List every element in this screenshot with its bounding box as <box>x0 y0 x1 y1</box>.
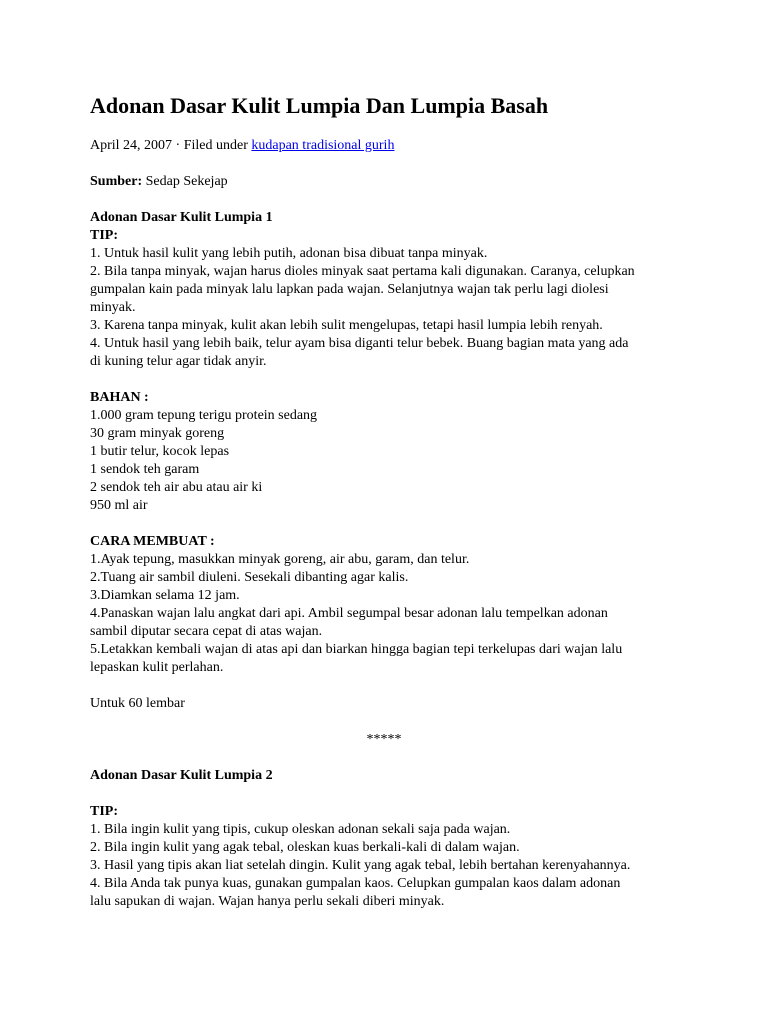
method-step: sambil diputar secara cepat di atas wajan. <box>90 624 323 639</box>
source-line <box>90 173 690 191</box>
tip-line: 4. Untuk hasil yang lebih baik, telur ayam bisa diganti telur bebek. Buang bagian mata yang ada <box>90 336 629 351</box>
tip-list-1 <box>90 245 690 371</box>
ingredients-heading: BAHAN : <box>90 390 149 405</box>
tip-line: 3. Karena tanpa minyak, kulit akan lebih sulit mengelupas, tetapi hasil lumpia lebih renyah. <box>90 318 603 333</box>
ingredient-item: 30 gram minyak goreng <box>90 426 225 441</box>
section-heading-2: Adonan Dasar Kulit Lumpia 2 <box>90 768 273 783</box>
method-step: 5.Letakkan kembali wajan di atas api dan biarkan hingga bagian tepi terkelupas dari wajan lalu <box>90 642 623 657</box>
tip-block-2 <box>90 803 690 911</box>
ingredient-item: 2 sendok teh air abu atau air ki <box>90 480 263 495</box>
tip-line: di kuning telur agar tidak anyir. <box>90 354 267 369</box>
separator: ***** <box>366 732 402 747</box>
method-step: 2.Tuang air sambil diuleni. Sesekali dibanting agar kalis. <box>90 570 409 585</box>
tip-label-2: TIP: <box>90 804 118 819</box>
recipe-section-2 <box>90 767 690 785</box>
yield-text: Untuk 60 lembar <box>90 696 185 711</box>
tip-line: 2. Bila tanpa minyak, wajan harus dioles minyak saat pertama kali digunakan. Caranya, celupkan <box>90 264 635 279</box>
post-date: April 24, 2007 · Filed under <box>90 138 252 153</box>
section-heading-1: Adonan Dasar Kulit Lumpia 1 <box>90 210 273 225</box>
recipe-section-1 <box>90 209 690 371</box>
post-meta <box>90 137 690 155</box>
tip-line: minyak. <box>90 300 136 315</box>
yield-line <box>90 695 690 713</box>
page-title: Adonan Dasar Kulit Lumpia Dan Lumpia Basah <box>90 93 549 118</box>
tip-line: 3. Hasil yang tipis akan liat setelah dingin. Kulit yang agak tebal, lebih bertahan kerenyahannya. <box>90 858 631 873</box>
ingredient-item: 1 sendok teh garam <box>90 462 200 477</box>
article <box>90 92 690 911</box>
tip-line: lalu sapukan di wajan. Wajan hanya perlu sekali diberi minyak. <box>90 894 445 909</box>
tip-line: gumpalan kain pada minyak lalu lapkan pada wajan. Selanjutnya wajan tak perlu lagi diolesi <box>90 282 609 297</box>
method-step: 4.Panaskan wajan lalu angkat dari api. Ambil segumpal besar adonan lalu tempelkan adonan <box>90 606 608 621</box>
method-step: 3.Diamkan selama 12 jam. <box>90 588 240 603</box>
method-step: 1.Ayak tepung, masukkan minyak goreng, air abu, garam, dan telur. <box>90 552 470 567</box>
tip-line: 4. Bila Anda tak punya kuas, gunakan gumpalan kaos. Celupkan gumpalan kaos dalam adonan <box>90 876 621 891</box>
tip-line: 1. Bila ingin kulit yang tipis, cukup oleskan adonan sekali saja pada wajan. <box>90 822 511 837</box>
category-link[interactable]: kudapan tradisional gurih <box>251 138 395 153</box>
method-section <box>90 533 690 677</box>
tip-line: 2. Bila ingin kulit yang agak tebal, oleskan kuas berkali-kali di dalam wajan. <box>90 840 520 855</box>
ingredient-item: 950 ml air <box>90 498 148 513</box>
method-step: lepaskan kulit perlahan. <box>90 660 224 675</box>
source-label: Sumber: <box>90 174 143 189</box>
ingredients-section <box>90 389 690 515</box>
method-heading: CARA MEMBUAT : <box>90 534 215 549</box>
ingredient-item: 1.000 gram tepung terigu protein sedang <box>90 408 318 423</box>
tip-label-1: TIP: <box>90 228 118 243</box>
tip-line: 1. Untuk hasil kulit yang lebih putih, adonan bisa dibuat tanpa minyak. <box>90 246 488 261</box>
source-value: Sedap Sekejap <box>142 174 228 189</box>
ingredient-item: 1 butir telur, kocok lepas <box>90 444 230 459</box>
